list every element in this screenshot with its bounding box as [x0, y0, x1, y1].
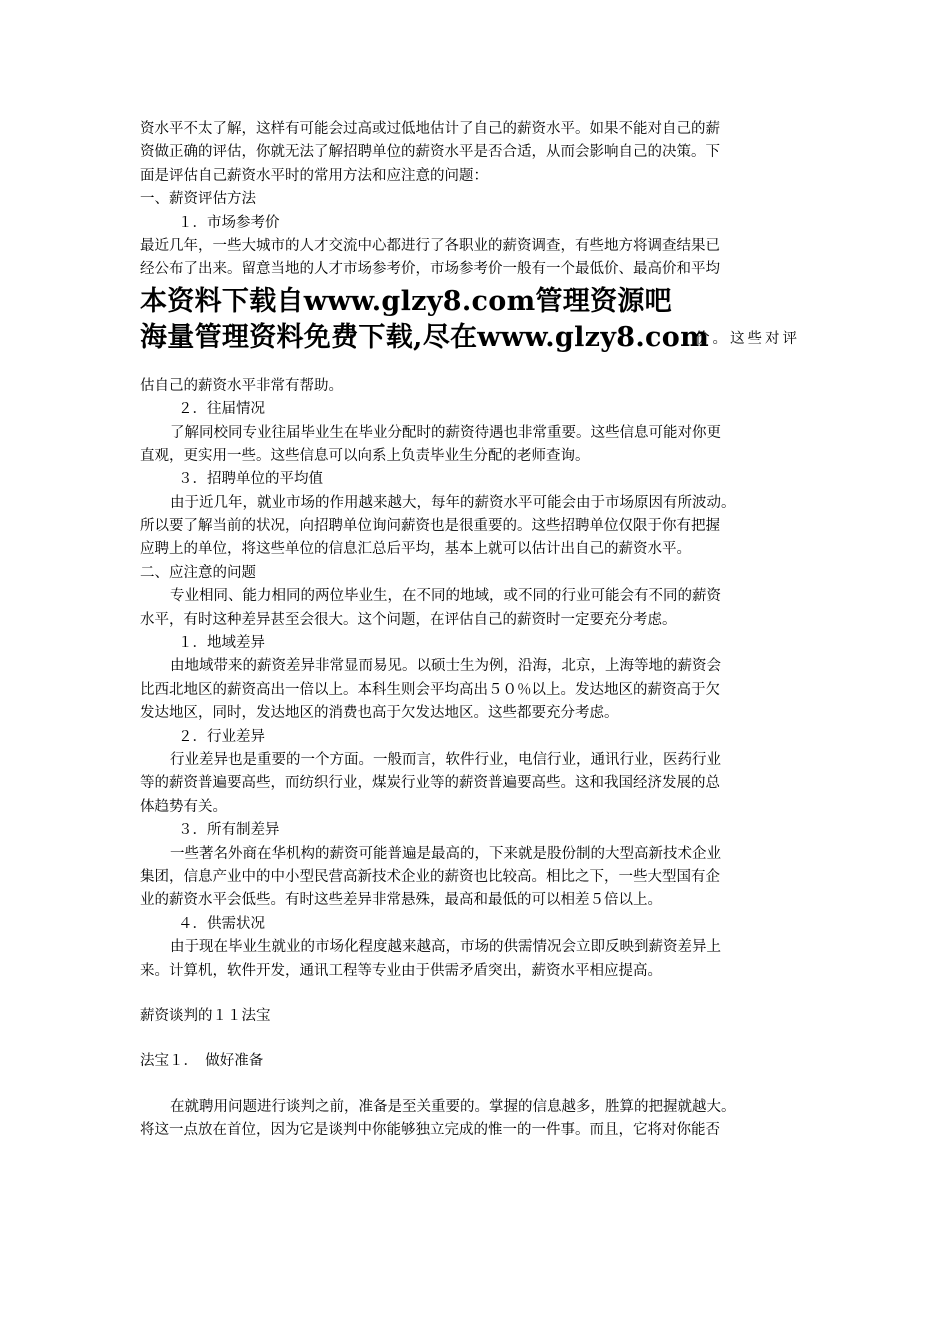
paragraph-line: 由于现在毕业生就业的市场化程度越来越高，市场的供需情况会立即反映到薪资差异上: [170, 939, 721, 956]
watermark-line-2: 海量管理资料免费下载,尽在www.glzy8.com: [140, 321, 709, 353]
paragraph-line: 等的薪资普遍要高些，而纺织行业，煤炭行业等的薪资普遍要高些。这和我国经济发展的总: [140, 775, 720, 792]
subheading-supply-demand: ４．供需状况: [178, 915, 265, 932]
paragraph-line: 来。计算机，软件开发，通讯工程等专业由于供需矛盾突出，薪资水平相应提高。: [140, 962, 662, 979]
subheading-market-price: １．市场参考价: [178, 214, 280, 231]
paragraph-line: 在就聘用问题进行谈判之前，准备是至关重要的。掌握的信息越多，胜算的把握就越大。: [170, 1098, 736, 1115]
paragraph-line: 集团，信息产业中的中小型民营高新技术企业的薪资也比较高。相比之下，一些大型国有企: [140, 868, 720, 885]
subheading-past-graduates: ２．往届情况: [178, 401, 265, 418]
paragraph-line: 将这一点放在首位，因为它是谈判中你能够独立完成的惟一的一件事。而且，它将对你能否: [140, 1122, 720, 1139]
subheading-region: １．地域差异: [178, 635, 265, 652]
watermark-banner: [140, 284, 812, 362]
paragraph-line: 面是评估自己薪资水平时的常用方法和应注意的问题：: [140, 167, 488, 184]
paragraph-line: 行业差异也是重要的一个方面。一般而言，软件行业，电信行业，通讯行业，医药行业: [170, 751, 721, 768]
paragraph-line: 由地域带来的薪资差异非常显而易见。以硕士生为例，沿海，北京，上海等地的薪资会: [170, 658, 721, 675]
paragraph-line-trailing: 价。这些对评: [695, 330, 800, 347]
paragraph-line: 资水平不太了解，这样有可能会过高或过低地估计了自己的薪资水平。如果不能对自己的薪: [140, 121, 720, 137]
paragraph-line: 水平，有时这种差异甚至会很大。这个问题，在评估自己的薪资时一定要充分考虑。: [140, 611, 677, 628]
paragraph-line: 发达地区，同时，发达地区的消费也高于欠发达地区。这些都要充分考虑。: [140, 705, 619, 722]
paragraph-line: 最近几年，一些大城市的人才交流中心都进行了各职业的薪资调查，有些地方将调查结果已: [140, 237, 720, 254]
section-heading-methods: 一、薪资评估方法: [140, 191, 256, 208]
section-heading-notes: 二、应注意的问题: [140, 564, 256, 581]
paragraph-line: 应聘上的单位，将这些单位的信息汇总后平均，基本上就可以估计出自己的薪资水平。: [140, 541, 691, 558]
paragraph-line: 一些著名外商在华机构的薪资可能普遍是最高的，下来就是股份制的大型高新技术企业: [170, 845, 721, 862]
section-title: 薪资谈判的１１法宝: [140, 1007, 271, 1024]
watermark-line-1: 本资料下载自www.glzy8.com管理资源吧: [140, 285, 672, 317]
tip-1-title: 法宝１． 做好准备: [140, 1053, 264, 1070]
paragraph-line: 估自己的薪资水平非常有帮助。: [140, 377, 343, 394]
paragraph-line: 经公布了出来。留意当地的人才市场参考价，市场参考价一般有一个最低价、最高价和平均: [140, 261, 720, 278]
paragraph-line: 直观，更实用一些。这些信息可以向系上负责毕业生分配的老师查询。: [140, 447, 590, 464]
paragraph-line: 专业相同、能力相同的两位毕业生，在不同的地域，或不同的行业可能会有不同的薪资: [170, 588, 721, 605]
paragraph-line: 资做正确的评估，你就无法了解招聘单位的薪资水平是否合适，从而会影响自己的决策。下: [140, 144, 720, 161]
paragraph-line: 业的薪资水平会低些。有时这些差异非常悬殊，最高和最低的可以相差５倍以上。: [140, 892, 662, 909]
paragraph-line: 体趋势有关。: [140, 798, 227, 815]
paragraph-line: 比西北地区的薪资高出一倍以上。本科生则会平均高出５０％以上。发达地区的薪资高于欠: [140, 681, 720, 698]
subheading-employer-average: ３．招聘单位的平均值: [178, 471, 323, 488]
subheading-ownership: ３．所有制差异: [178, 822, 280, 839]
paragraph-line: 了解同校同专业往届毕业生在毕业分配时的薪资待遇也非常重要。这些信息可能对你更: [170, 424, 721, 441]
paragraph-line: 由于近几年，就业市场的作用越来越大，每年的薪资水平可能会由于市场原因有所波动。: [170, 494, 736, 511]
document-page: [140, 118, 812, 1142]
paragraph-line: 所以要了解当前的状况，向招聘单位询问薪资也是很重要的。这些招聘单位仅限于你有把握: [140, 518, 720, 535]
subheading-industry: ２．行业差异: [178, 728, 265, 745]
